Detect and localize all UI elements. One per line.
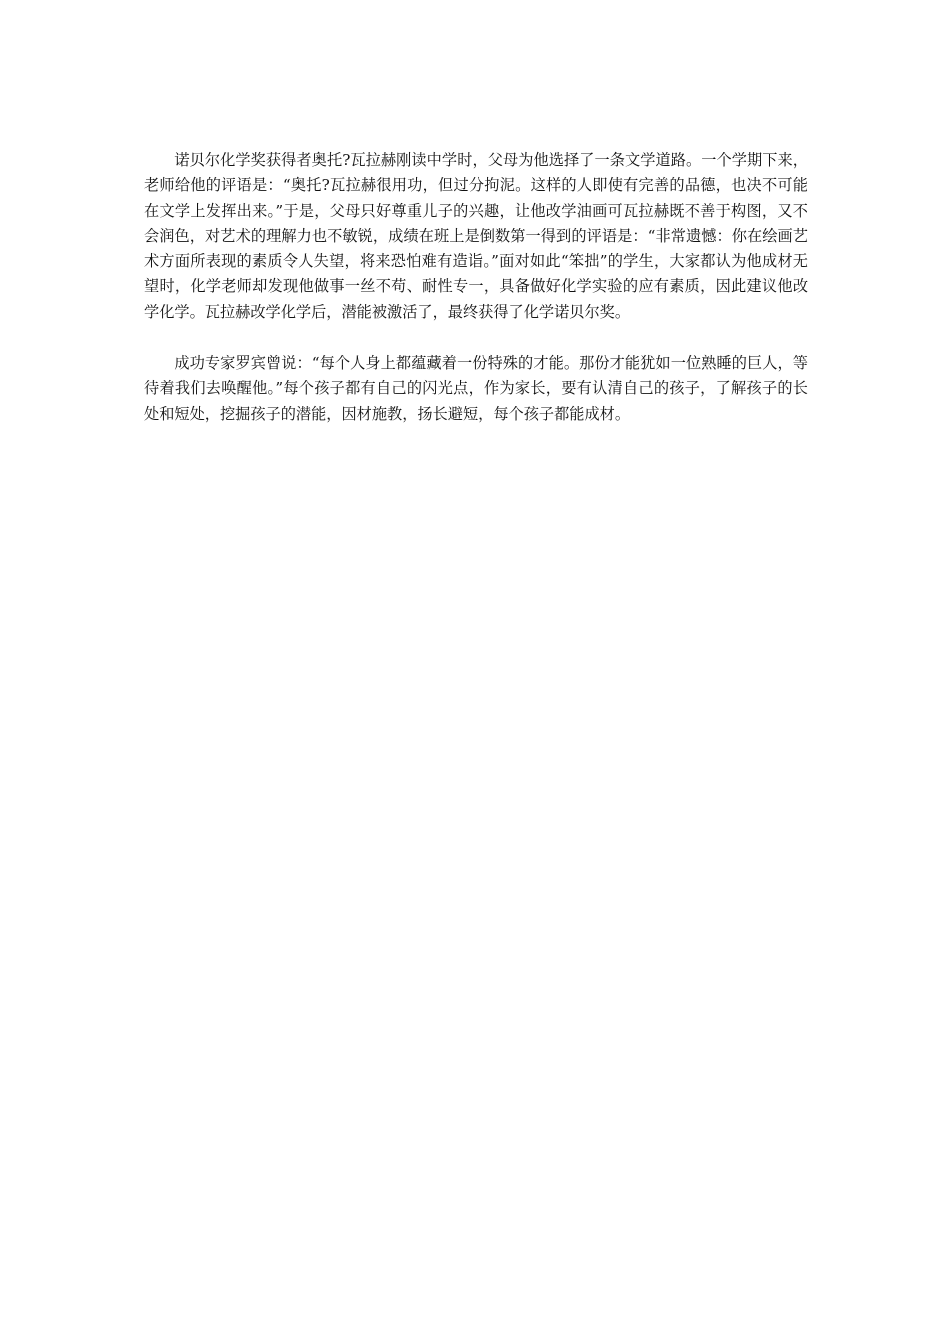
paragraph-wallach-story: 诺贝尔化学奖获得者奥托?瓦拉赫刚读中学时，父母为他选择了一条文学道路。一个学期下来，老师给他的评语是：“奥托?瓦拉赫很用功，但过分拘泥。这样的人即使有完善的品德，也决不可能在文学上发挥出来。”于是，父母只好尊重儿子的兴趣，让他改学油画可瓦拉赫既不善于构图，又不会润色，对艺术的理解力也不敏锐，成绩在班上是倒数第一得到的评语是：“非常遗憾：你在绘画艺术方面所表现的素质令人失望，将来恐怕难有造诣。”面对如此“笨拙”的学生，大家都认为他成材无望时，化学老师却发现他做事一丝不苟、耐性专一，具备做好化学实验的应有素质，因此建议他改学化学。瓦拉赫改学化学后，潜能被激活了，最终获得了化学诺贝尔奖。 (144, 151, 808, 321)
paragraph-robin-quote: 成功专家罗宾曾说：“每个人身上都蕴藏着一份特殊的才能。那份才能犹如一位熟睡的巨人，等待着我们去唤醒他。”每个孩子都有自己的闪光点，作为家长，要有认清自己的孩子，了解孩子的长处和短处，挖掘孩子的潜能，因材施教，扬长避短，每个孩子都能成材。 (144, 354, 808, 423)
document-body (144, 148, 808, 427)
paragraph-spacer (144, 325, 808, 351)
